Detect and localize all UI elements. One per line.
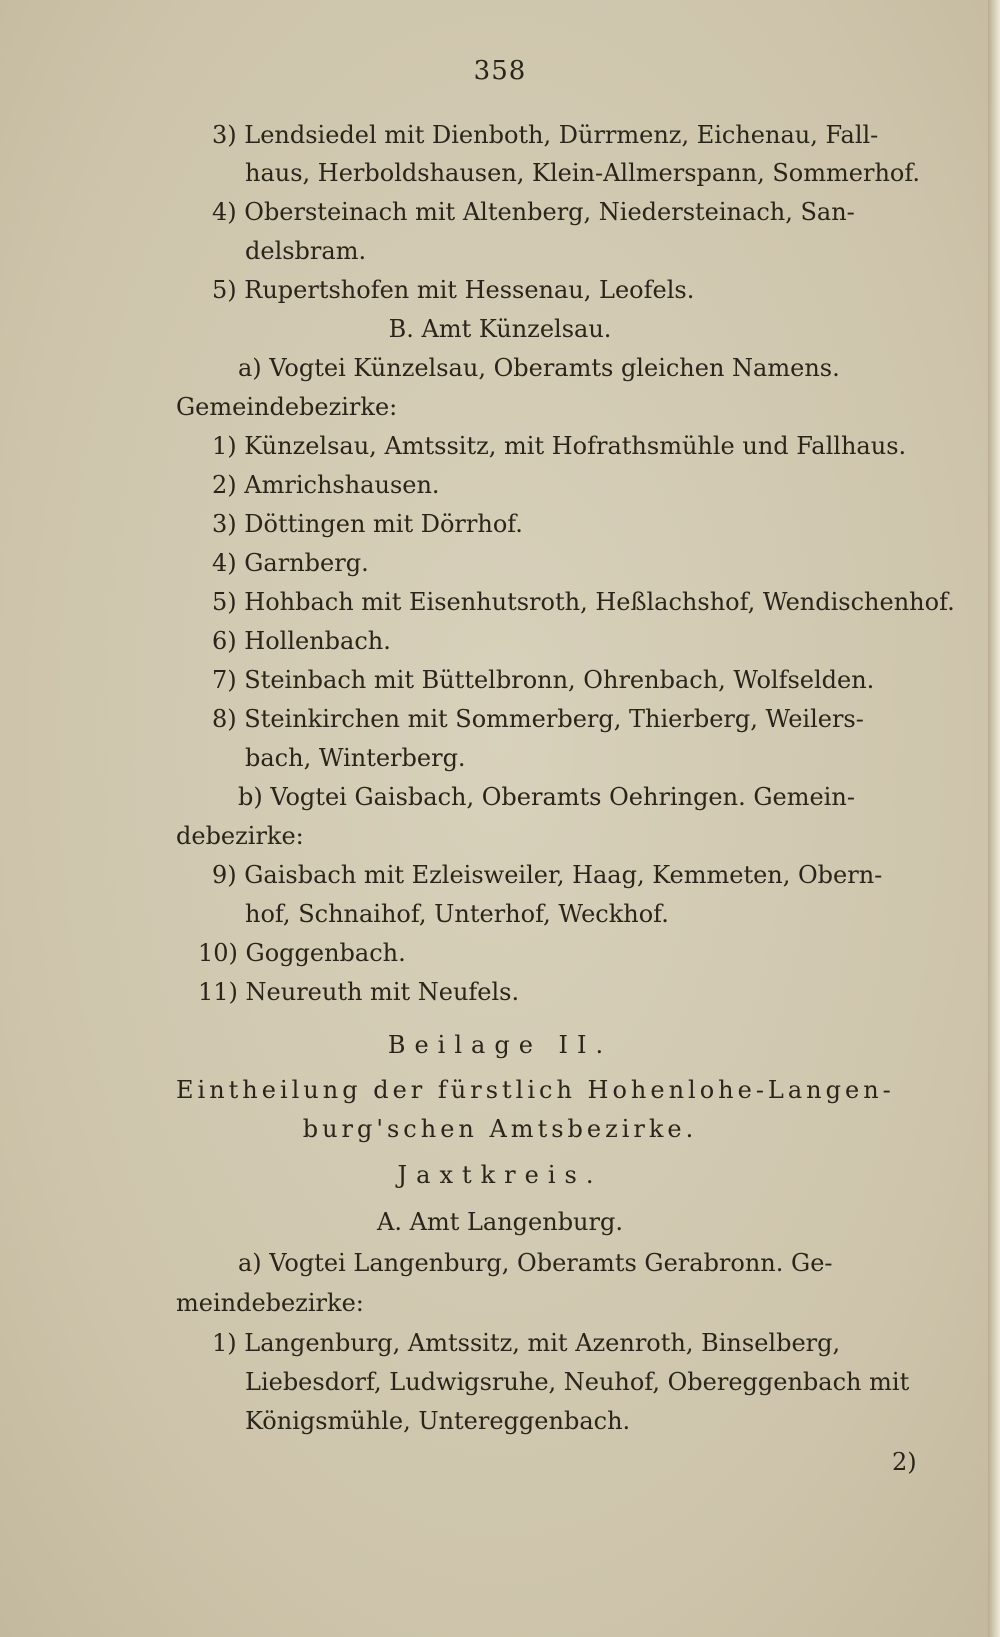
catchword: 2) [892,1448,917,1476]
text-line: debezirke: [176,822,304,850]
text-line: 3) Döttingen mit Dörrhof. [212,510,523,538]
text-line: 1) Langenburg, Amtssitz, mit Azenroth, Binselberg, [212,1329,841,1357]
text-line: Eintheilung der fürstlich Hohenlohe-Langen- [176,1076,895,1104]
text-line: 3) Lendsiedel mit Dienboth, Dürrmenz, Eichenau, Fall- [212,121,879,149]
text-line: hof, Schnaihof, Unterhof, Weckhof. [245,900,669,928]
text-line: meindebezirke: [176,1289,364,1317]
text-line: bach, Winterberg. [245,744,466,772]
text-line: a) Vogtei Langenburg, Oberamts Gerabronn. Ge- [238,1249,833,1277]
text-line: b) Vogtei Gaisbach, Oberamts Oehringen. Gemein- [238,783,855,811]
text-line: burg'schen Amtsbezirke. [302,1115,698,1143]
page-edge [988,0,1000,1637]
text-line: Liebesdorf, Ludwigsruhe, Neuhof, Obereggenbach mit [245,1368,910,1396]
text-line: 11) Neureuth mit Neufels. [198,978,520,1006]
text-line: 6) Hollenbach. [212,627,391,655]
text-line: 10) Goggenbach. [198,939,406,967]
text-line: 7) Steinbach mit Büttelbronn, Ohrenbach, Wolfselden. [212,666,875,694]
text-line: 8) Steinkirchen mit Sommerberg, Thierberg, Weilers- [212,705,864,733]
text-line: a) Vogtei Künzelsau, Oberamts gleichen Namens. [238,354,840,382]
appendix-heading: Beilage II. [387,1031,613,1059]
text-line: 2) Amrichshausen. [212,471,440,499]
text-line: 4) Obersteinach mit Altenberg, Niedersteinach, San- [212,198,855,226]
text-line: 5) Rupertshofen mit Hessenau, Leofels. [212,276,695,304]
section-heading: A. Amt Langenburg. [377,1208,623,1236]
text-line: haus, Herboldshausen, Klein-Allmerspann, Sommerhof. [245,159,920,187]
text-line: 1) Künzelsau, Amtssitz, mit Hofrathsmühle und Fallhaus. [212,432,907,460]
text-line: Königsmühle, Untereggenbach. [245,1407,631,1435]
page-number: 358 [473,56,527,86]
text-line: Gemeindebezirke: [176,393,398,421]
text-line: 9) Gaisbach mit Ezleisweiler, Haag, Kemmeten, Obern- [212,861,883,889]
text-line: 4) Garnberg. [212,549,369,577]
district-heading: Jaxtkreis. [397,1161,603,1189]
text-line: 5) Hohbach mit Eisenhutsroth, Heßlachshof, Wendischenhof. [212,588,955,616]
text-line: delsbram. [245,237,367,265]
section-heading: B. Amt Künzelsau. [388,315,612,343]
